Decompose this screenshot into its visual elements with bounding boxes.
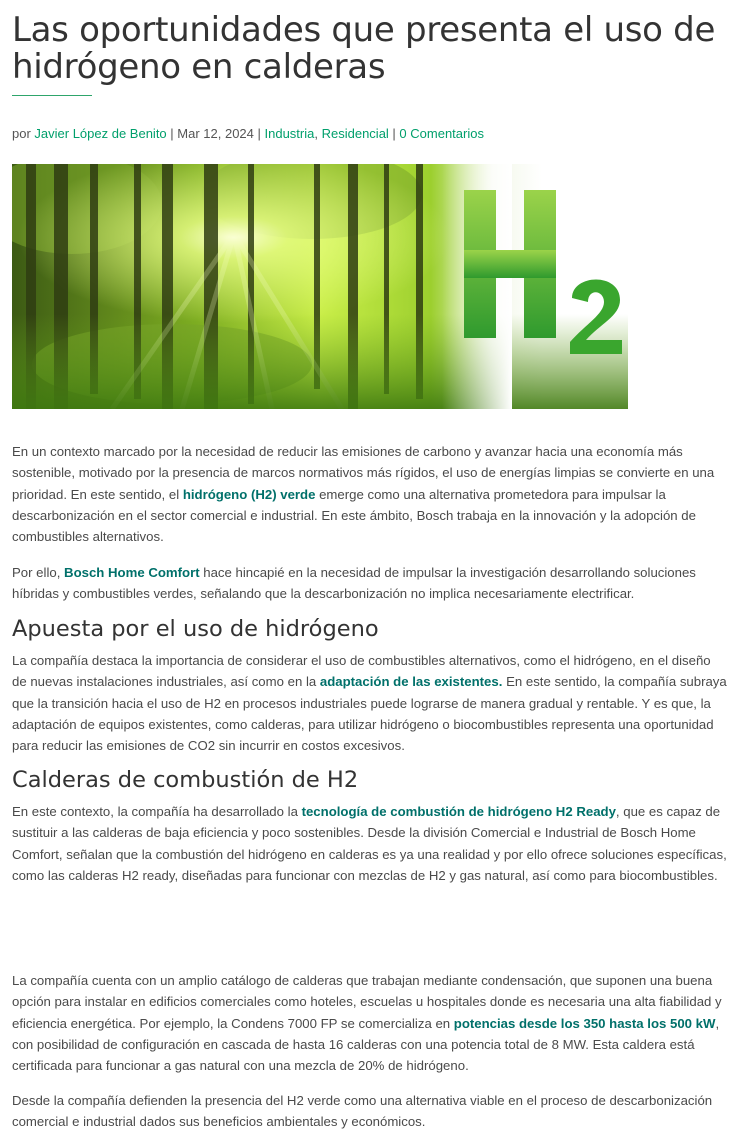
- comments-link[interactable]: 0 Comentarios: [399, 126, 484, 141]
- link-text: hidrógeno (H2) verde: [182, 486, 316, 502]
- link-adaptacion-existentes[interactable]: [320, 674, 503, 689]
- link-text: adaptación de las existentes.: [319, 674, 503, 690]
- paragraph-text: En este contexto, la compañía ha desarrollado la: [12, 804, 302, 819]
- meta-by: por: [12, 126, 35, 141]
- link-potencias[interactable]: [454, 1016, 716, 1031]
- paragraph-conclusion: Desde la compañía defienden la presencia del H2 verde como una alternativa viable en el proceso de descarbonización comercial e industrial dados sus beneficios ambientales y económicos.: [12, 1093, 713, 1130]
- paragraph-apuesta: [12, 650, 728, 756]
- paragraph-text: La compañía destaca la importancia de considerar el uso de combustibles alternativos, como el hidrógeno, en el diseño de nuevas instalaciones industriales, así como en la: [12, 653, 711, 690]
- paragraph-text: , con posibilidad de configuración en cascada de hasta 16 calderas con una potencia total de 8 MW. Esta caldera está certificada para funcionar a gas natural con una mezcla de 20% de hidrógeno.: [12, 1015, 720, 1074]
- link-text: potencias desde los 350 hasta los 500 kW: [453, 1015, 716, 1031]
- paragraph-text: En este sentido, la compañía subraya que la transición hacia el uso de H2 en procesos industriales puede lograrse de manera gradual y rentable. Y es que, la adaptación de equipos existentes, como calderas, para utilizar hidrógeno o biocombustibles representa una oportunidad para reducir las emisiones de CO2 sin incurrir en costos excesivos.: [12, 674, 727, 754]
- meta-separator: |: [166, 126, 178, 141]
- link-tecnologia-h2-ready[interactable]: [302, 804, 616, 819]
- article-title: Las oportunidades que presenta el uso de hidrógeno en calderas: [12, 10, 716, 87]
- meta-comma: ,: [314, 126, 322, 141]
- post-meta: [12, 126, 484, 142]
- paragraph-catalogo: [12, 970, 728, 1076]
- link-text: Bosch Home Comfort: [64, 565, 200, 580]
- paragraph-calderas: [12, 801, 728, 886]
- paragraph-bosch: [12, 562, 728, 605]
- paragraph-text: emerge como una alternativa prometedora para impulsar la descarbonización en el sector comercial e industrial. En este ámbito, Bosch trabaja en la innovación y la adopción de combustibles alternativos.: [12, 486, 696, 545]
- paragraph-text: , que es capaz de sustituir a las calderas de baja eficiencia y poco sostenibles. Desde la división Comercial e Industrial de Bosch Home Comfort, señalan que la combustión del hidrógeno en calderas es ya una realidad y por ello ofrece soluciones específicas, como las calderas H2 ready, diseñadas para funcionar con mezclas de H2 y gas natural, así como para biocombustibles.: [12, 804, 727, 883]
- author-link[interactable]: Javier López de Benito: [34, 126, 167, 141]
- post-date: Mar 12, 2024: [177, 126, 254, 141]
- section-heading-apuesta: Apuesta por el uso de hidrógeno: [12, 616, 379, 642]
- paragraph-text: Por ello,: [12, 565, 65, 580]
- section-heading-calderas: Calderas de combustión de H2: [12, 767, 359, 793]
- category-link-industria[interactable]: Industria: [264, 126, 315, 141]
- paragraph-text: La compañía cuenta con un amplio catálogo de calderas que trabajan mediante condensación, que suponen una buena opción para instalar en edificios comerciales como hoteles, escuelas u hospitales donde es necesaria una alta fiabilidad y eficiencia energética. Por ejemplo, la Condens 7000 FP se comercializa en: [12, 973, 722, 1031]
- meta-separator: |: [253, 126, 265, 141]
- paragraph-text: hace hincapié en la necesidad de impulsar la investigación desarrollando soluciones híbridas y combustibles verdes, señalando que la descarbonización no implica necesariamente electrificar.: [12, 565, 696, 602]
- category-link-residencial[interactable]: Residencial: [321, 126, 389, 141]
- link-hidrogeno-verde[interactable]: [183, 487, 316, 502]
- link-text: tecnología de combustión de hidrógeno H2 Ready: [301, 804, 616, 819]
- hero-image-forest-h2: [12, 164, 628, 409]
- meta-separator: |: [388, 126, 400, 141]
- title-underline: [12, 95, 92, 96]
- paragraph-text: En un contexto marcado por la necesidad de reducir las emisiones de carbono y avanzar hacia una economía más sostenible, motivado por la presencia de marcos normativos más rígidos, el uso de energías limpias se convierte en una prioridad. En este sentido, el: [12, 444, 715, 502]
- link-bosch-home-comfort[interactable]: [64, 565, 200, 580]
- paragraph-intro: [12, 441, 728, 547]
